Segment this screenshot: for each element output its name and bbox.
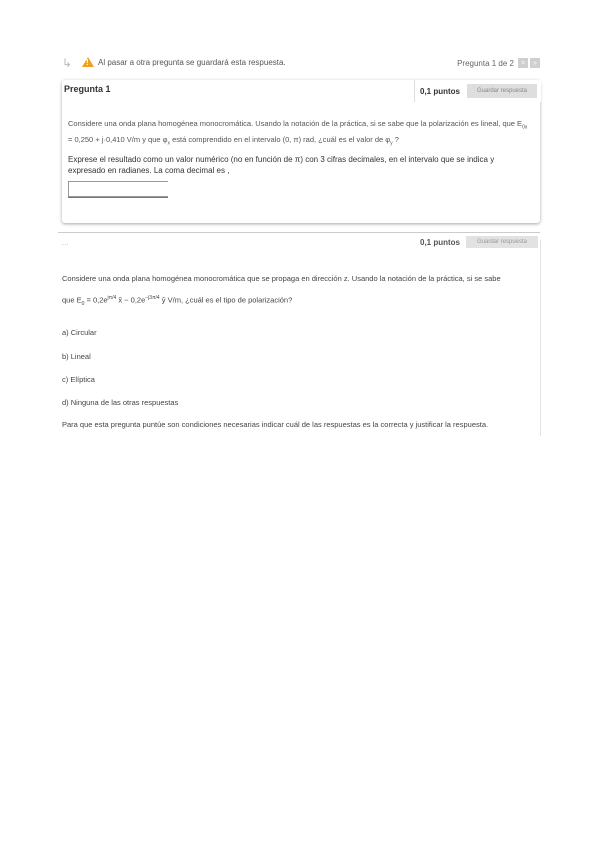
formula-exp-b: −j3π/4 <box>145 295 160 301</box>
warning-icon: ! <box>82 57 94 67</box>
answer-input[interactable] <box>68 181 168 197</box>
statement-part-c: = 0,250 + j·0,410 V/m y que φ <box>68 134 168 144</box>
question-1-instructions: Exprese el resultado como un valor numérico (no en función de π) con 3 cifras decimales, en el intervalo que se indica y expresado en radianes. La coma decimal es , <box>68 155 495 175</box>
return-arrow-icon[interactable]: ↳ <box>62 56 73 70</box>
option-b[interactable]: b) Lineal <box>62 352 91 361</box>
answer-underline <box>68 197 168 198</box>
question-1-card <box>62 80 540 223</box>
formula-body-c: ŷ V/m, ¿cuál es el tipo de polarización? <box>159 295 293 305</box>
next-page-button[interactable]: > <box>518 58 528 68</box>
question-2-note: Para que esta pregunta puntúe son condiciones necesarias indicar cuál de las respuestas es la correcta y justificar la respuesta. <box>62 420 489 429</box>
question-1-points-tab <box>414 80 541 102</box>
question-1-statement: Considere una onda plana homogénea monocromática. Usando la notación de la práctica, si se sabe que la polarización es lineal, que $E_{0x} = 0,250 + j\cdot 0,410$ V/m y que $\varphi_x$ está comprendido en el intervalo (0, π) rad, ¿cuál es el valor de $\varphi_y$ ? <box>68 119 528 146</box>
question-2-points: 0,1 puntos <box>420 238 461 247</box>
formula-prefix: que E <box>62 295 82 305</box>
last-page-button[interactable]: » <box>530 58 540 68</box>
question-2-statement: Considere una onda plana homogénea monocromática que se propaga en dirección z. Usando la notación de la práctica, si se sabe <box>62 274 501 283</box>
formula-body-a: = 0,2e <box>84 295 108 305</box>
option-a[interactable]: a) Circular <box>62 328 97 337</box>
statement-part-d: está comprendido en el intervalo (0, π) rad, ¿cuál es el valor de φ <box>170 134 391 144</box>
option-d[interactable]: d) Ninguna de las otras respuestas <box>62 398 179 407</box>
formula-exp-a: jπ/4 <box>107 295 117 301</box>
option-c[interactable]: c) Elíptica <box>62 375 95 384</box>
question-1-points: 0,1 puntos <box>420 87 461 96</box>
formula-body-b: x̂ − 0,2e <box>116 295 146 305</box>
card-border <box>540 240 541 436</box>
question-1-save-button[interactable]: Guardar respuesta <box>467 84 537 98</box>
statement-part-b: es lineal, que E <box>470 119 523 128</box>
section-divider <box>58 232 540 233</box>
statement-part-e: ? <box>392 134 399 144</box>
save-warning-text: Al pasar a otra pregunta se guardará esta respuesta. <box>98 58 286 67</box>
question-1-title: Pregunta 1 <box>64 84 111 94</box>
statement-line-1: Considere una onda plana homogénea monocromática. Usando la notación de la práctica, si se sabe que la polarización <box>68 119 469 128</box>
pagination <box>457 57 540 69</box>
question-2-formula <box>62 295 462 319</box>
pager-text: Pregunta 1 de 2 <box>457 58 514 68</box>
navigation-bar <box>62 56 540 74</box>
question-2-title: ... <box>62 238 69 247</box>
formula-sub: 0 <box>81 301 85 307</box>
question-2-save-button[interactable]: Guardar respuesta <box>466 236 538 248</box>
